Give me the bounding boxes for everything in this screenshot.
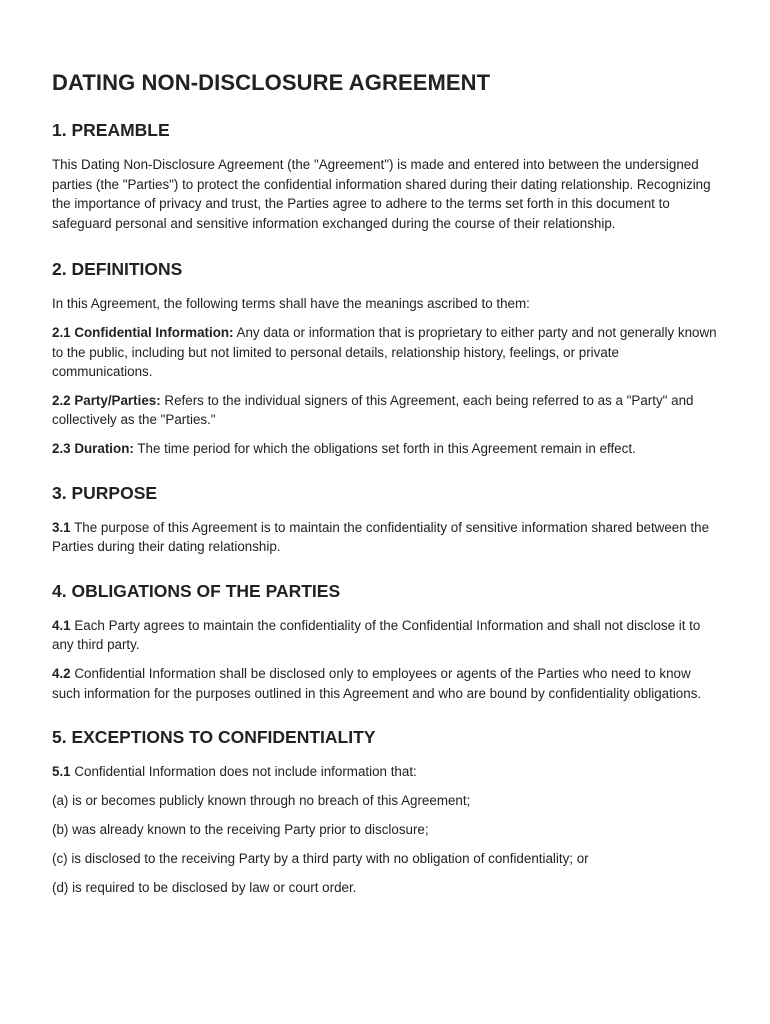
clause-text: Confidential Information does not include information that:	[70, 764, 417, 780]
clause-number: 4.2	[52, 665, 71, 681]
clause-text: Each Party agrees to maintain the confidentiality of the Confidential Information and shall not disclose it to any third party.	[52, 617, 701, 653]
definition-label: 2.3 Duration:	[52, 440, 134, 456]
clause-number: 5.1	[52, 764, 71, 780]
clause-item	[52, 664, 720, 703]
clause-item	[52, 762, 720, 782]
section-heading: 1. PREAMBLE	[52, 120, 170, 140]
clause-item	[52, 616, 720, 655]
definition-item	[52, 323, 720, 382]
section-heading: 5. EXCEPTIONS TO CONFIDENTIALITY	[52, 727, 376, 748]
definition-item	[52, 439, 720, 459]
clause-text: Confidential Information shall be disclosed only to employees or agents of the Parties who need to know such information for the purposes outlined in this Agreement and who are bound by confidentiality obligations.	[52, 665, 702, 701]
clause-text: The purpose of this Agreement is to maintain the confidentiality of sensitive information shared between the Parties during their dating relationship.	[52, 519, 710, 555]
definition-label: 2.2 Party/Parties:	[52, 392, 161, 408]
definition-text: Refers to the individual signers of this Agreement, each being referred to as a "Party" and collectively as the "Parties."	[52, 392, 694, 428]
definition-text: Any data or information that is proprietary to either party and not generally known to the public, including but not limited to personal details, relationship history, feelings, or private communications.	[52, 324, 717, 380]
definition-item	[52, 391, 720, 430]
definition-label: 2.1 Confidential Information:	[52, 324, 234, 340]
section-purpose	[52, 483, 720, 557]
exception-list-item: (b) was already known to the receiving Party prior to disclosure;	[52, 821, 429, 837]
clause-number: 3.1	[52, 519, 71, 535]
exception-list-item: (c) is disclosed to the receiving Party by a third party with no obligation of confidentiality; or	[52, 850, 589, 866]
document-title: DATING NON-DISCLOSURE AGREEMENT	[52, 70, 491, 95]
section-heading: 4. OBLIGATIONS OF THE PARTIES	[52, 580, 341, 601]
section-exceptions	[52, 727, 720, 897]
clause-item	[52, 518, 720, 557]
section-heading: 3. PURPOSE	[52, 482, 158, 503]
section-obligations	[52, 581, 720, 703]
preamble-paragraph: This Dating Non-Disclosure Agreement (the "Agreement") is made and entered into between the undersigned parties (the "Parties") to protect the confidential information shared during their dating relationship. Recognizing the importance of privacy and trust, the Parties agree to adhere to the terms set forth in this document to safeguard personal and sensitive information exchanged during the course of their relationship.	[52, 157, 711, 231]
clause-number: 4.1	[52, 617, 71, 633]
exception-list-item: (a) is or becomes publicly known through no breach of this Agreement;	[52, 792, 471, 808]
definitions-intro: In this Agreement, the following terms shall have the meanings ascribed to them:	[52, 296, 530, 312]
section-preamble	[52, 120, 720, 233]
section-definitions	[52, 259, 720, 458]
exception-list-item: (d) is required to be disclosed by law or court order.	[52, 879, 357, 895]
definition-text: The time period for which the obligations set forth in this Agreement remain in effect.	[133, 440, 636, 456]
document-page	[52, 70, 720, 917]
section-heading: 2. DEFINITIONS	[52, 259, 183, 280]
